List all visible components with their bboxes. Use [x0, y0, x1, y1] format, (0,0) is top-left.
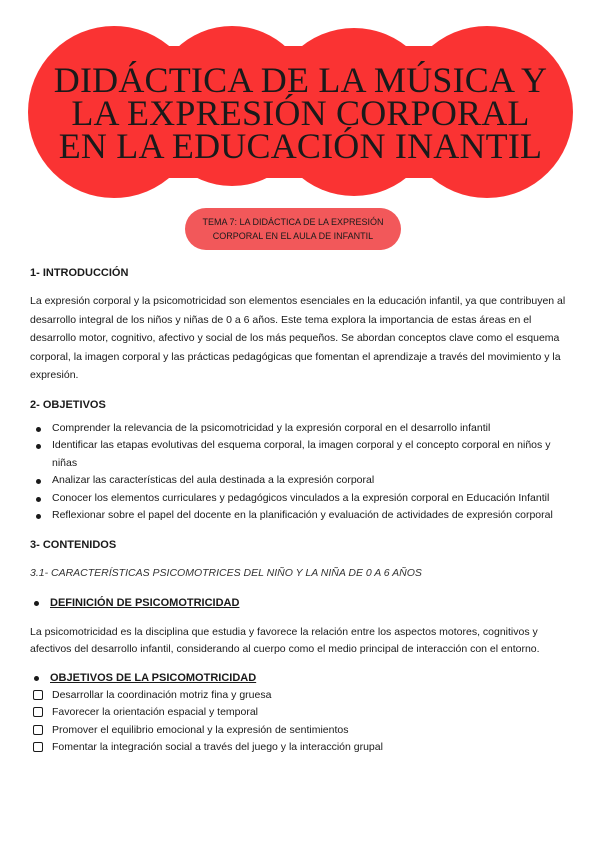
objectives-list: [30, 420, 570, 525]
definition-paragraph: La psicomotricidad es la disciplina que estudia y favorece la relación entre los aspectos motores, cognitivos y afectivos del desarrollo infantil, considerando al cuerpo como el medio principal de interacción con el entorno.: [30, 625, 540, 655]
list-item: Conocer los elementos curriculares y pedagógicos vinculados a la expresión corporal en Educación Infantil: [30, 490, 570, 508]
checkbox-icon[interactable]: [33, 707, 43, 717]
title-line-1: DIDÁCTICA DE LA MÚSICA Y: [53, 60, 548, 100]
checklist-label: Fomentar la integración social a través del juego y la interacción grupal: [52, 741, 383, 753]
list-item: Comprender la relevancia de la psicomotricidad y la expresión corporal en el desarrollo infantil: [30, 420, 570, 438]
psychomotor-objectives-heading: OBJETIVOS DE LA PSICOMOTRICIDAD: [30, 671, 570, 685]
title-banner: [28, 26, 573, 198]
checklist-item: [30, 722, 570, 740]
intro-paragraph: La expresión corporal y la psicomotricidad son elementos esenciales en la educación infantil, ya que contribuyen al desarrollo integral de los niños y niñas de 0 a 6 años. Este tema explora la importancia de estas áreas en el desarrollo motor, cognitivo, afectivo y social de los más pequeños. Se abordan conceptos clave como el esquema corporal, la imagen corporal y las prácticas pedagógicas que fomentan el aprendizaje a través del movimiento y la expresión.: [30, 295, 566, 381]
checklist-label: Promover el equilibrio emocional y la expresión de sentimientos: [52, 723, 349, 736]
pill-line-2: CORPORAL EN EL AULA DE INFANTIL: [212, 231, 374, 241]
checklist-item: [30, 687, 570, 705]
title-line-3: EN LA EDUCACIÓN INANTIL: [58, 126, 543, 166]
pill-line-1: TEMA 7: LA DIDÁCTICA DE LA EXPRESIÓN: [202, 217, 384, 227]
list-item: Identificar las etapas evolutivas del esquema corporal, la imagen corporal y el concepto corporal en niños y niñas: [30, 437, 570, 472]
psychomotor-checklist: [30, 687, 570, 757]
title-line-2: LA EXPRESIÓN CORPORAL: [71, 93, 530, 133]
checkbox-icon[interactable]: [33, 690, 43, 700]
checklist-item: [30, 704, 570, 722]
document-title: [28, 60, 573, 166]
list-item: Reflexionar sobre el papel del docente en la planificación y evaluación de actividades de expresión corporal: [30, 507, 570, 525]
topic-pill: [185, 208, 401, 250]
contents-subheading: 3.1- CARACTERÍSTICAS PSICOMOTRICES DEL NIÑO Y LA NIÑA DE 0 A 6 AÑOS: [30, 566, 422, 579]
document-body: [30, 266, 570, 757]
checkbox-icon[interactable]: [33, 742, 43, 752]
intro-heading: 1- INTRODUCCIÓN: [30, 267, 129, 279]
list-item: Analizar las características del aula destinada a la expresión corporal: [30, 472, 570, 490]
checklist-label: Favorecer la orientación espacial y temporal: [52, 706, 259, 718]
checklist-label: Desarrollar la coordinación motriz fina y gruesa: [52, 688, 272, 701]
definition-heading: DEFINICIÓN DE PSICOMOTRICIDAD: [30, 596, 570, 610]
objectives-heading: 2- OBJETIVOS: [30, 398, 106, 411]
checklist-item: [30, 739, 570, 757]
checkbox-icon[interactable]: [33, 725, 43, 735]
contents-heading: 3- CONTENIDOS: [30, 538, 117, 551]
